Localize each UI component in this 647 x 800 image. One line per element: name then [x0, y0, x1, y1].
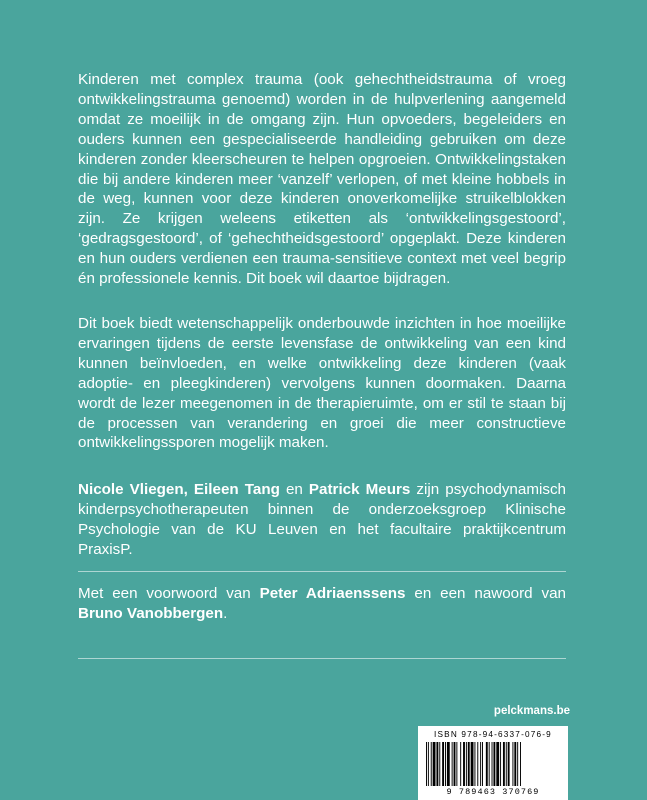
- author-names-1: Nicole Vliegen, Eileen Tang: [78, 481, 280, 498]
- barcode-bar: [466, 742, 467, 786]
- barcode-bar: [468, 742, 470, 786]
- barcode-bar: [486, 742, 488, 786]
- foreword-middle: en een nawoord van: [405, 585, 566, 602]
- barcode-bar: [463, 742, 465, 786]
- barcode-bar: [493, 742, 495, 786]
- barcode-bar: [471, 742, 474, 786]
- foreword-note: [78, 584, 566, 624]
- barcode-bar: [433, 742, 436, 786]
- barcode-bar: [442, 742, 444, 786]
- barcode-bar: [445, 742, 446, 786]
- barcode-bar: [482, 742, 483, 786]
- barcode-bar: [496, 742, 499, 786]
- barcode-bar: [447, 742, 450, 786]
- barcode-bar: [517, 742, 518, 786]
- barcode-bar: [477, 742, 478, 786]
- barcode-bar: [426, 742, 427, 786]
- barcode-bar: [428, 742, 429, 786]
- barcode-bar: [460, 742, 461, 786]
- barcode-bar: [506, 742, 507, 786]
- author-bio-text: zijn psychodynamisch kinderpsychotherapeuten binnen de onderzoeksgroep Klinische Psychologie van de KU Leuven en het facultaire praktijkcentrum PraxisP.: [78, 481, 566, 558]
- barcode-bar: [439, 742, 440, 786]
- barcode-bar: [454, 742, 456, 786]
- isbn-label: ISBN 978-94-6337-076-9: [434, 730, 552, 739]
- barcode-number: 9 789463 370769: [446, 787, 540, 797]
- author-names-2: Patrick Meurs: [308, 481, 411, 498]
- publisher-url: pelckmans.be: [493, 705, 570, 717]
- barcode-bar: [520, 742, 521, 786]
- barcode-bar: [503, 742, 505, 786]
- blurb-paragraph-1: Kinderen met complex trauma (ook gehechtheidstrauma of vroeg ontwikkelingstrauma genoemd) worden in de hulpverlening aangemeld omdat ze moeilijk in de omgang zijn. Hun opvoeders, begeleiders en ouders kunnen een gespecialiseerde handleiding gebruiken om deze kinderen zonder kleerscheuren te helpen opgroeien. Ontwikkelingstaken die bij andere kinderen meer ‘vanzelf’ verlopen, of met kleine hobbels in de weg, kunnen voor deze kinderen onoverkomelijke struikelblokken zijn. Ze krijgen weleens etiketten als ‘ontwikkelingsgestoord’, ‘gedragsgestoord’, of ‘gehechtheidsgestoord’ opgeplakt. Deze kinderen en hun ouders verdienen een trauma-sensitieve context met veel begrip én professionele kennis. Dit boek wil daartoe bijdragen.: [78, 71, 566, 288]
- author-bio: [78, 480, 566, 560]
- author-connector: en: [279, 481, 309, 498]
- barcode-bar: [456, 742, 457, 786]
- divider-bottom: [78, 658, 566, 659]
- barcode-bar: [480, 742, 481, 786]
- barcode-bar: [492, 742, 493, 786]
- barcode-bar: [500, 742, 501, 786]
- foreword-prefix: Met een voorwoord van: [78, 585, 260, 602]
- barcode-bar: [431, 742, 432, 786]
- divider-top: [78, 571, 566, 572]
- barcode-bar: [474, 742, 475, 786]
- barcode-bar: [508, 742, 510, 786]
- barcode-bar: [512, 742, 513, 786]
- barcode-bar: [489, 742, 490, 786]
- barcode-bar: [514, 742, 516, 786]
- afterword-author: Bruno Vanobbergen: [78, 604, 224, 622]
- barcode-icon: [426, 742, 560, 786]
- barcode-bar: [436, 742, 438, 786]
- barcode-box: [418, 726, 568, 800]
- barcode-bar: [452, 742, 453, 786]
- foreword-author: Peter Adriaenssens: [259, 585, 406, 602]
- blurb-paragraph-2: Dit boek biedt wetenschappelijk onderbouwde inzichten in hoe moeilijke ervaringen tijdens de eerste levensfase de ontwikkeling van een kind kunnen beïnvloeden, en welke ontwikkeling deze kinderen (vaak adoptie- en pleegkinderen) vervolgens kunnen doormaken. Daarna wordt de lezer meegenomen in de therapieruimte, om er stil te staan bij de processen van verandering en groei die meer constructieve ontwikkelingssporen mogelijk maken.: [78, 315, 566, 452]
- foreword-suffix: .: [223, 604, 228, 622]
